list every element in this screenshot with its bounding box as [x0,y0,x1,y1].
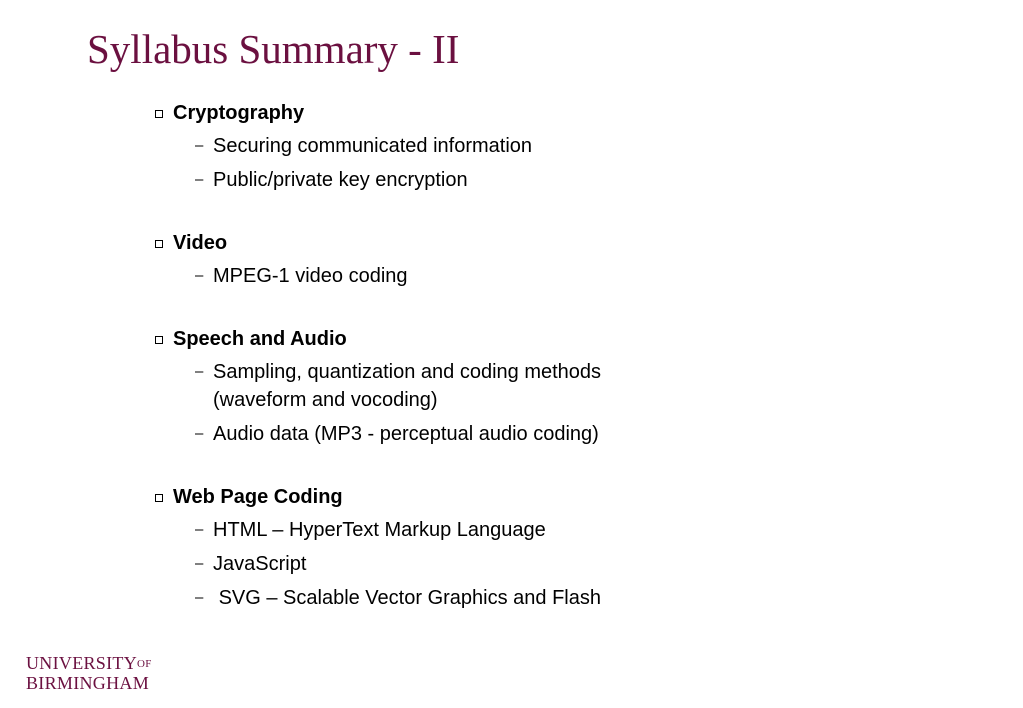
list-item: – SVG – Scalable Vector Graphics and Flash [195,584,625,612]
list-item: – Public/private key encryption [195,166,625,194]
section-heading: Web Page Coding [173,486,343,508]
dash-bullet: – [195,137,204,154]
dash-bullet: – [195,521,204,538]
dash-bullet: – [195,267,204,284]
sub-list [195,262,625,290]
list-item: – Audio data (MP3 - perceptual audio coding) [195,420,625,448]
list-item: – Sampling, quantization and coding methods (waveform and vocoding) [195,358,625,414]
sub-list [195,132,625,194]
list-item: – MPEG-1 video coding [195,262,625,290]
section-video [155,228,625,290]
logo-line-2: BIRMINGHAM [26,673,150,693]
list-item: – JavaScript [195,550,625,578]
hollow-square-bullet-icon [155,336,163,344]
list-item: – Securing communicated information [195,132,625,160]
hollow-square-bullet-icon [155,110,163,118]
university-logo [26,653,152,693]
section-cryptography [155,98,625,194]
logo-of: OF [137,658,152,670]
dash-bullet: – [195,555,204,572]
section-heading: Video [173,232,228,254]
dash-bullet: – [195,425,204,442]
dash-bullet: – [195,171,204,188]
hollow-square-bullet-icon [155,494,163,502]
list-item: – HTML – HyperText Markup Language [195,516,625,544]
sub-list [195,516,625,612]
slide-content [155,98,625,612]
section-heading: Cryptography [173,102,305,124]
hollow-square-bullet-icon [155,240,163,248]
slide-title: Syllabus Summary - II [87,26,460,72]
dash-bullet: – [195,589,204,606]
sub-list [195,358,625,448]
dash-bullet: – [195,363,204,380]
section-web-page-coding [155,482,625,612]
section-speech-audio [155,324,625,448]
section-heading: Speech and Audio [173,328,347,350]
logo-line-1: UNIVERSITY [26,653,137,673]
